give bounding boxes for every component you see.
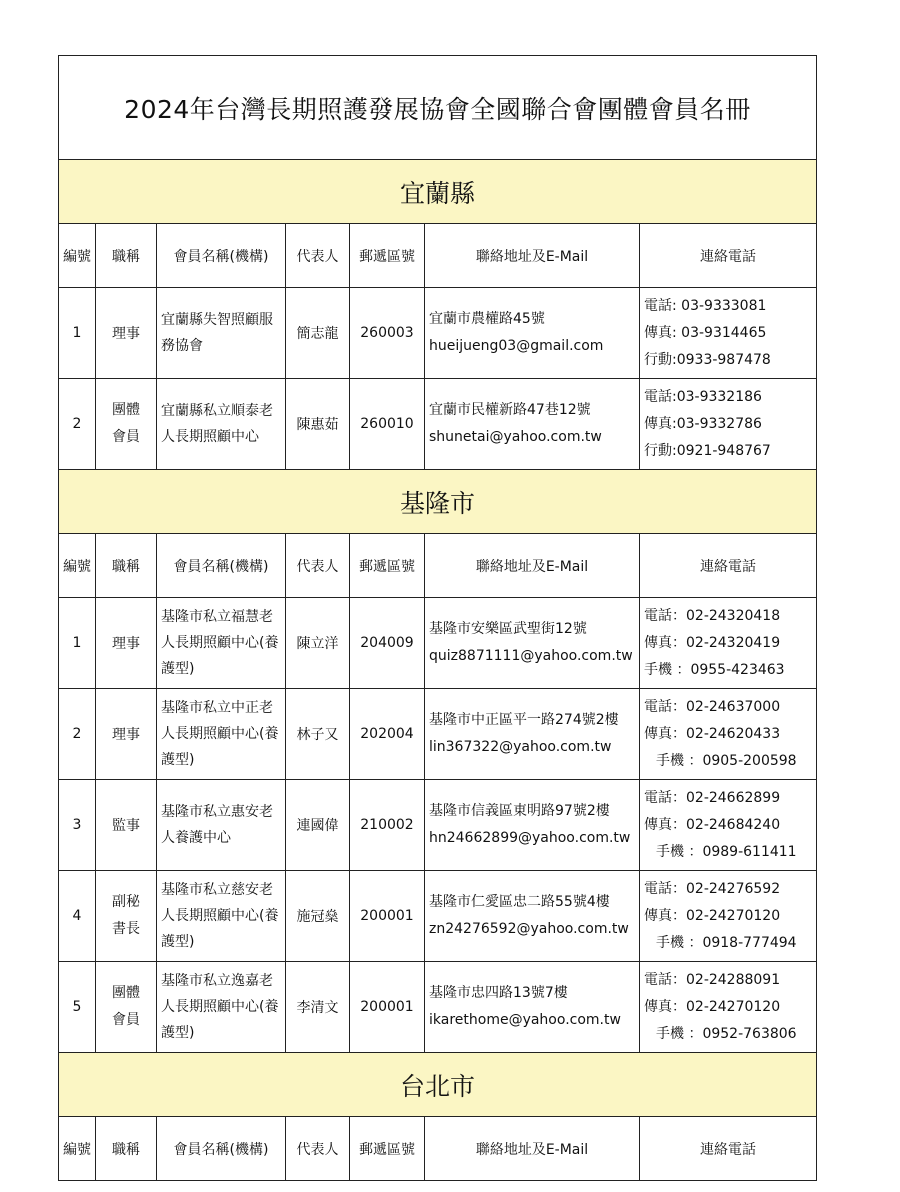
cell-zip: 210002 (350, 780, 425, 870)
phone-line: 傳真：02-24320419 (644, 634, 781, 651)
table-row (59, 288, 816, 379)
phone-line: 行動:0933-987478 (644, 351, 771, 368)
phone-line: 傳真：02-24270120 (644, 998, 781, 1015)
header-zip: 郵遞區號 (350, 224, 425, 287)
cell-org: 宜蘭縣失智照顧服務協會 (157, 288, 286, 378)
cell-address (425, 379, 640, 469)
cell-phones (640, 598, 816, 688)
cell-title: 理事 (96, 288, 157, 378)
header-title: 職稱 (96, 534, 157, 597)
phone-line: 電話：02-24662899 (644, 789, 781, 806)
header-title: 職稱 (96, 224, 157, 287)
phone-line: 手機 ：0918-777494 (656, 934, 797, 951)
cell-zip: 200001 (350, 962, 425, 1052)
cell-phones (640, 780, 816, 870)
header-rep: 代表人 (286, 1117, 350, 1180)
phone-line: 手機 ：0905-200598 (656, 752, 797, 769)
phone-line: 電話：02-24637000 (644, 698, 781, 715)
cell-rep: 簡志龍 (286, 288, 350, 378)
email-text: hueijueng03@gmail.com (429, 338, 604, 354)
region-heading: 宜蘭縣 (59, 160, 816, 224)
phone-line: 電話：02-24276592 (644, 880, 781, 897)
cell-rep: 陳惠茹 (286, 379, 350, 469)
cell-address (425, 598, 640, 688)
cell-org: 宜蘭縣私立順泰老人長期照顧中心 (157, 379, 286, 469)
header-org: 會員名稱(機構) (157, 224, 286, 287)
table-header-row (59, 1117, 816, 1181)
address-text: 基隆市中正區平一路274號2樓 (429, 712, 619, 728)
cell-org: 基隆市私立中正老人長期照顧中心(養護型) (157, 689, 286, 779)
cell-phones (640, 689, 816, 779)
header-address: 聯絡地址及E-Mail (425, 534, 640, 597)
cell-org: 基隆市私立惠安老人養護中心 (157, 780, 286, 870)
cell-no: 3 (59, 780, 96, 870)
cell-rep: 連國偉 (286, 780, 350, 870)
cell-title: 理事 (96, 689, 157, 779)
phone-line: 傳真：02-24684240 (644, 816, 781, 833)
email-text: ikarethome@yahoo.com.tw (429, 1012, 621, 1028)
cell-no: 2 (59, 379, 96, 469)
table-row (59, 379, 816, 470)
cell-org: 基隆市私立逸嘉老人長期照顧中心(養護型) (157, 962, 286, 1052)
header-rep: 代表人 (286, 534, 350, 597)
phone-line: 手機 ：0989-611411 (656, 843, 797, 860)
header-no: 編號 (59, 224, 96, 287)
cell-no: 5 (59, 962, 96, 1052)
cell-zip: 260003 (350, 288, 425, 378)
cell-title: 監事 (96, 780, 157, 870)
header-address: 聯絡地址及E-Mail (425, 224, 640, 287)
cell-phones (640, 288, 816, 378)
email-text: lin367322@yahoo.com.tw (429, 739, 612, 755)
phone-line: 傳真:03-9332786 (644, 415, 762, 432)
address-text: 基隆市忠四路13號7樓 (429, 985, 568, 1001)
cell-zip: 202004 (350, 689, 425, 779)
email-text: hn24662899@yahoo.com.tw (429, 830, 631, 846)
phone-line: 手機 ：0955-423463 (644, 661, 785, 678)
cell-no: 2 (59, 689, 96, 779)
header-org: 會員名稱(機構) (157, 534, 286, 597)
email-text: quiz8871111@yahoo.com.tw (429, 648, 633, 664)
address-text: 宜蘭市民權新路47巷12號 (429, 402, 591, 418)
phone-line: 行動:0921-948767 (644, 442, 771, 459)
cell-no: 4 (59, 871, 96, 961)
header-no: 編號 (59, 1117, 96, 1180)
header-org: 會員名稱(機構) (157, 1117, 286, 1180)
cell-phones (640, 871, 816, 961)
sections-container (59, 160, 816, 1181)
table-header-row (59, 534, 816, 598)
cell-title: 理事 (96, 598, 157, 688)
header-phone: 連絡電話 (700, 558, 756, 575)
cell-address (425, 780, 640, 870)
header-title: 職稱 (96, 1117, 157, 1180)
cell-rep: 李清文 (286, 962, 350, 1052)
table-row (59, 871, 816, 962)
phone-line: 傳真: 03-9314465 (644, 324, 767, 341)
header-phone: 連絡電話 (700, 248, 756, 265)
header-no: 編號 (59, 534, 96, 597)
address-text: 基隆市信義區東明路97號2樓 (429, 803, 610, 819)
cell-org: 基隆市私立福慧老人長期照顧中心(養護型) (157, 598, 286, 688)
header-rep: 代表人 (286, 224, 350, 287)
header-address: 聯絡地址及E-Mail (425, 1117, 640, 1180)
member-roster-document (58, 55, 817, 1181)
region-heading: 台北市 (59, 1053, 816, 1117)
document-title: 2024年台灣長期照護發展協會全國聯合會團體會員名冊 (59, 56, 816, 160)
cell-zip: 200001 (350, 871, 425, 961)
cell-zip: 260010 (350, 379, 425, 469)
cell-title: 團體會員 (96, 962, 157, 1052)
cell-zip: 204009 (350, 598, 425, 688)
cell-rep: 施冠燊 (286, 871, 350, 961)
cell-address (425, 871, 640, 961)
cell-phones (640, 962, 816, 1052)
table-header-row (59, 224, 816, 288)
cell-phones (640, 379, 816, 469)
header-zip: 郵遞區號 (350, 1117, 425, 1180)
email-text: shunetai@yahoo.com.tw (429, 429, 602, 445)
header-phone: 連絡電話 (700, 1141, 756, 1158)
cell-title: 團體會員 (96, 379, 157, 469)
phone-line: 電話: 03-9333081 (644, 297, 767, 314)
cell-address (425, 962, 640, 1052)
cell-no: 1 (59, 288, 96, 378)
table-row (59, 598, 816, 689)
cell-no: 1 (59, 598, 96, 688)
phone-line: 傳真：02-24270120 (644, 907, 781, 924)
table-row (59, 962, 816, 1053)
table-row (59, 689, 816, 780)
phone-line: 電話:03-9332186 (644, 388, 762, 405)
address-text: 基隆市安樂區武聖街12號 (429, 621, 587, 637)
cell-title: 副秘書長 (96, 871, 157, 961)
phone-line: 傳真：02-24620433 (644, 725, 781, 742)
phone-line: 手機 ：0952-763806 (656, 1025, 797, 1042)
cell-address (425, 288, 640, 378)
region-heading: 基隆市 (59, 470, 816, 534)
table-row (59, 780, 816, 871)
phone-line: 電話：02-24320418 (644, 607, 781, 624)
address-text: 宜蘭市農權路45號 (429, 311, 545, 327)
cell-rep: 陳立洋 (286, 598, 350, 688)
cell-org: 基隆市私立慈安老人長期照顧中心(養護型) (157, 871, 286, 961)
phone-line: 電話：02-24288091 (644, 971, 781, 988)
cell-address (425, 689, 640, 779)
address-text: 基隆市仁愛區忠二路55號4樓 (429, 894, 610, 910)
email-text: zn24276592@yahoo.com.tw (429, 921, 629, 937)
header-zip: 郵遞區號 (350, 534, 425, 597)
cell-rep: 林子又 (286, 689, 350, 779)
